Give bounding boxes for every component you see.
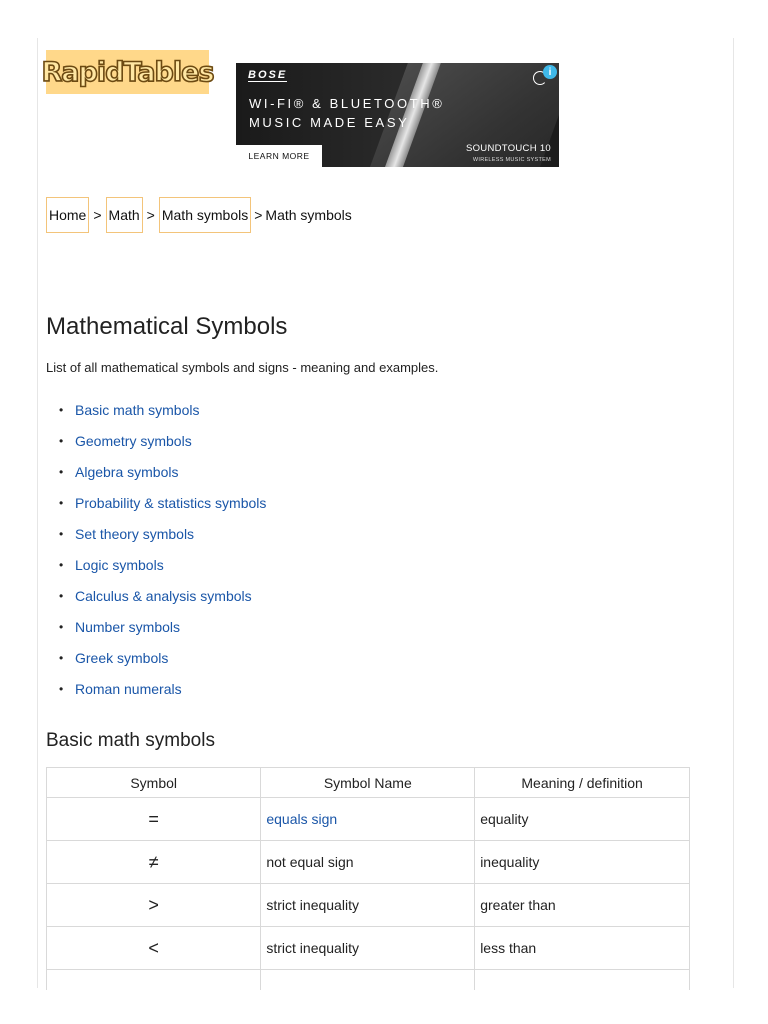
table-row (47, 927, 690, 970)
breadcrumb-current: Math symbols (265, 207, 352, 223)
breadcrumb-math[interactable]: Math (106, 197, 143, 233)
cell-symbol: < (47, 927, 261, 970)
breadcrumb-separator: > (146, 207, 155, 223)
list-item (46, 555, 266, 586)
bullet-icon: • (59, 558, 64, 572)
list-item (46, 679, 266, 710)
breadcrumb-separator: > (93, 207, 102, 223)
table-row (47, 798, 690, 841)
toc-list (46, 400, 266, 710)
cell-name: strict inequality (261, 884, 475, 927)
ad-info-icon[interactable]: i (543, 65, 557, 79)
cell-symbol (47, 970, 261, 991)
list-item (46, 431, 266, 462)
bullet-icon: • (59, 620, 64, 634)
toc-link-basic[interactable]: Basic math symbols (75, 402, 200, 418)
toc-link-logic[interactable]: Logic symbols (75, 557, 164, 573)
toc-link-probability[interactable]: Probability & statistics symbols (75, 495, 267, 511)
bullet-icon: • (59, 434, 64, 448)
table-row (47, 970, 690, 991)
ad-headline-1: WI-FI® & BLUETOOTH® (249, 96, 445, 111)
toc-link-set-theory[interactable]: Set theory symbols (75, 526, 195, 542)
ad-headline-2: MUSIC MADE EASY (249, 115, 410, 130)
toc-link-greek[interactable]: Greek symbols (75, 650, 169, 666)
table-header-row (47, 768, 690, 798)
toc-link-calculus[interactable]: Calculus & analysis symbols (75, 588, 252, 604)
column-header-meaning: Meaning / definition (475, 768, 690, 798)
breadcrumb-math-symbols[interactable]: Math symbols (159, 197, 251, 233)
bullet-icon: • (59, 651, 64, 665)
cell-meaning: less than (475, 927, 690, 970)
ad-brand: BOSE (248, 69, 288, 81)
bullet-icon: • (59, 527, 64, 541)
bullet-icon: • (59, 403, 64, 417)
breadcrumb (46, 197, 352, 233)
toc-link-number[interactable]: Number symbols (75, 619, 181, 635)
toc-link-geometry[interactable]: Geometry symbols (75, 433, 192, 449)
content-border-left (37, 38, 38, 988)
list-item (46, 586, 266, 617)
list-item (46, 462, 266, 493)
section-title: Basic math symbols (46, 730, 215, 751)
bullet-icon: • (59, 496, 64, 510)
breadcrumb-home[interactable]: Home (46, 197, 89, 233)
page-intro: List of all mathematical symbols and signs - meaning and examples. (46, 360, 439, 375)
cell-meaning: equality (475, 798, 690, 841)
column-header-name: Symbol Name (261, 768, 475, 798)
ad-learn-more-button[interactable]: LEARN MORE (236, 145, 322, 167)
toc-link-roman[interactable]: Roman numerals (75, 681, 182, 697)
cell-symbol: > (47, 884, 261, 927)
cell-name (261, 970, 475, 991)
content-border-right (733, 38, 734, 988)
breadcrumb-separator: > (254, 207, 263, 223)
cell-name: not equal sign (261, 841, 475, 884)
list-item (46, 617, 266, 648)
ad-banner[interactable] (236, 63, 559, 167)
table-row (47, 841, 690, 884)
cell-meaning: inequality (475, 841, 690, 884)
toc-link-algebra[interactable]: Algebra symbols (75, 464, 179, 480)
symbols-table (46, 767, 690, 990)
symbol-name-link[interactable]: equals sign (266, 811, 338, 827)
list-item (46, 493, 266, 524)
cell-meaning: greater than (475, 884, 690, 927)
ad-product-name: SOUNDTOUCH 10 (465, 143, 551, 154)
bullet-icon: • (59, 682, 64, 696)
list-item (46, 524, 266, 555)
cell-symbol: = (47, 798, 261, 841)
site-logo[interactable]: RapidTables (46, 50, 209, 94)
bullet-icon: • (59, 465, 64, 479)
list-item (46, 400, 266, 431)
ad-product-subtitle: WIRELESS MUSIC SYSTEM (472, 157, 551, 163)
cell-name: strict inequality (261, 927, 475, 970)
cell-meaning (475, 970, 690, 991)
list-item (46, 648, 266, 679)
cell-symbol: ≠ (47, 841, 261, 884)
column-header-symbol: Symbol (47, 768, 261, 798)
cell-name (261, 798, 475, 841)
page-title: Mathematical Symbols (46, 313, 288, 340)
bullet-icon: • (59, 589, 64, 603)
table-row (47, 884, 690, 927)
